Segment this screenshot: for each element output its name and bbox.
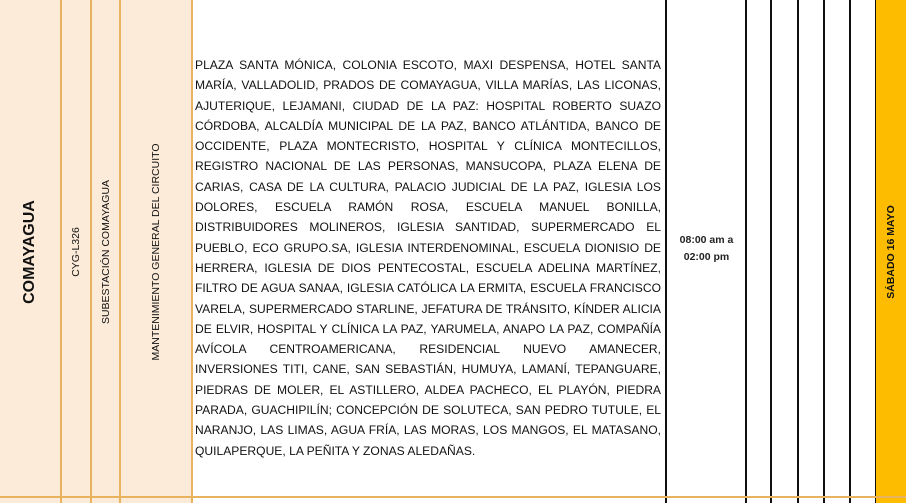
empty-cell-3 (799, 0, 825, 503)
affected-areas-text: PLAZA SANTA MÓNICA, COLONIA ESCOTO, MAXI DESPENSA, HOTEL SANTA MARÍA, VALLADOLID, PRADOS DE COMAYAGUA, VILLA MARÍAS, LAS LICONAS, AJUTERIQUE, LEJAMANI, CIUDAD DE LA PAZ: HOSPITAL ROBERTO SUAZO CÓRDOBA, ALCALDÍA MUNICIPAL DE LA PAZ, BANCO ATLÁNTIDA, BANCO DE OCCIDENTE, PLAZA MONTECRISTO, HOSPITAL Y CLÍNICA MONTECILLOS, REGISTRO NACIONAL DE LAS PERSONAS, MANSUCOPA, PLAZA ELENA DE CARIAS, CASA DE LA CULTURA, PALACIO JUDICIAL DE LA PAZ, IGLESIA LOS DOLORES, ESCUELA RAMÓN ROSA, ESCUELA MANUEL BONILLA, DISTRIBUIDORES MOLINEROS, IGLESIA SANTIDAD, SUPERMERCADO EL PUEBLO, ECO GRUPO.SA, IGLESIA INTERDENOMINAL, ESCUELA DIONISIO DE HERRERA, IGLESIA DE DIOS PENTECOSTAL, ESCUELA ADELINA MARTÍNEZ, FILTRO DE AGUA SANAA, IGLESIA CATÓLICA LA ERMITA, ESCUELA FRANCISCO VARELA, SUPERMERCADO STARLINE, JEFATURA DE TRÁNSITO, KÍNDER ALICIA DE ELVIR, HOSPITAL Y CLÍNICA LA PAZ, YARUMELA, ANAPO LA PAZ, COMPAÑÍA AVÍCOLA CENTROAMERICANA, RESIDENCIAL NUEVO AMANECER, INVERSIONES TITI, CANE, SAN SEBASTIÁN, HUMUYA, LAMANÍ, TEPANGUARE, PIEDRAS DE MOLER, EL ASTILLERO, ALDEA PACHECO, EL PLAYÓN, PIEDRA PARADA, GUACHIPILÍN; CONCEPCIÓN DE SOLUTECA, SAN PEDRO TUTULE, EL NARANJO, LAS LIMAS, AGUA FRÍA, LAS MORAS, LOS MANGOS, EL MATASANO, QUILAPERQUE, LA PEÑITA Y ZONAS ALEDAÑAS. (195, 58, 661, 458)
work-label: MANTENIMIENTO GENERAL DEL CIRCUITO (150, 142, 162, 361)
department-cell (0, 0, 62, 503)
day-label: SÁBADO 16 MAYO (885, 204, 897, 299)
circuit-label: CYG-L326 (70, 226, 82, 277)
department-label: COMAYAGUA (21, 199, 38, 304)
work-cell (121, 0, 193, 503)
day-cell (876, 0, 906, 503)
empty-cell-2 (772, 0, 799, 503)
circuit-cell (62, 0, 92, 503)
row-bottom-border (0, 496, 906, 498)
substation-label: SUBESTACIÓN COMAYAGUA (99, 179, 112, 324)
empty-cell-5 (851, 0, 876, 503)
empty-cell-4 (825, 0, 851, 503)
time-range (668, 232, 745, 266)
time-start: 08:00 am a (679, 234, 734, 246)
time-end: 02:00 pm (683, 251, 730, 263)
substation-cell (92, 0, 121, 503)
empty-cell-1 (747, 0, 772, 503)
